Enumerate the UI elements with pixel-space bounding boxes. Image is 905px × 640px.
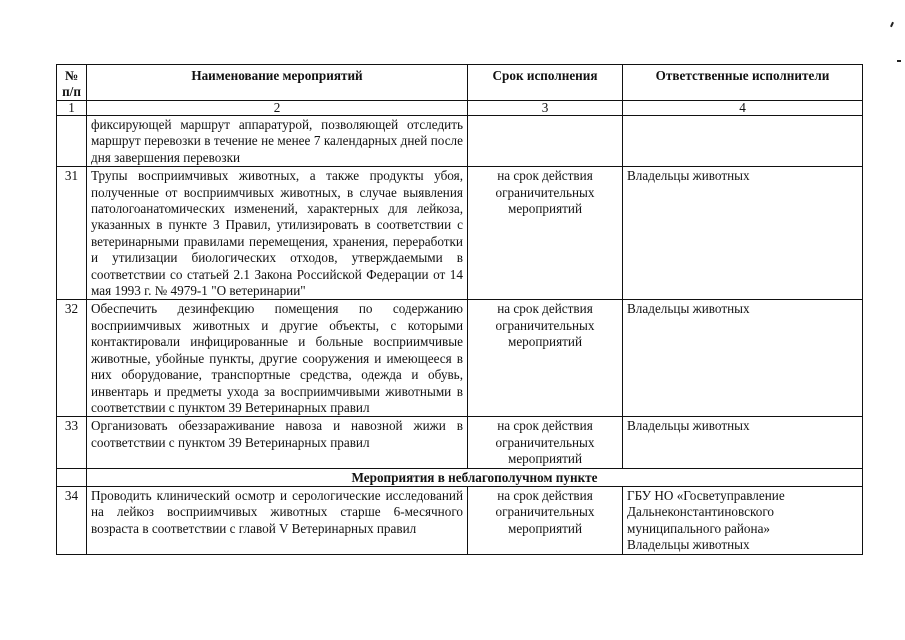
row-responsible <box>623 486 863 554</box>
column-number-4: 4 <box>623 101 863 116</box>
responsible-owner: Владельцы животных <box>627 537 750 553</box>
row-name: Организовать обеззараживание навоза и навозной жижи в соответствии с пунктом 39 Ветеринарных правил <box>87 417 468 468</box>
scan-speck <box>890 22 894 27</box>
column-number-3: 3 <box>468 101 623 116</box>
header-term: Срок исполнения <box>468 65 623 101</box>
table-row <box>57 417 863 468</box>
header-name: Наименование мероприятий <box>87 65 468 101</box>
row-responsible: Владельцы животных <box>623 167 863 300</box>
row-responsible <box>623 116 863 167</box>
table-row <box>57 167 863 300</box>
scan-speck <box>897 60 901 62</box>
row-num: 32 <box>57 300 87 417</box>
section-row <box>57 468 863 486</box>
header-responsible: Ответственные исполнители <box>623 65 863 101</box>
table-header-row <box>57 65 863 101</box>
row-term: на срок действия ограничительных мероприятий <box>468 417 623 468</box>
header-num: № п/п <box>57 65 87 101</box>
row-term: на срок действия ограничительных мероприятий <box>468 300 623 417</box>
row-term <box>468 116 623 167</box>
row-num: 33 <box>57 417 87 468</box>
row-name: Проводить клинический осмотр и серологические исследований на лейкоз восприимчивых животных старше 6-месячного возраста в соответствии с главой V Ветеринарных правил <box>87 486 468 554</box>
measures-table <box>56 64 863 555</box>
row-num: 31 <box>57 167 87 300</box>
row-term: на срок действия ограничительных мероприятий <box>468 486 623 554</box>
column-number-row <box>57 101 863 116</box>
row-name: Обеспечить дезинфекцию помещения по содержанию восприимчивых животных и другие объекты, с которыми контактировали инфицированные и больные восприимчивые животные, убойные пункты, другие сооружения и имеющееся в них оборудование, транспортные средства, одежда и обувь, инвентарь и предметы ухода за восприимчивыми животными в соответствии с пунктом 39 Ветеринарных правил <box>87 300 468 417</box>
column-number-2: 2 <box>87 101 468 116</box>
row-num <box>57 116 87 167</box>
row-name: фиксирующей маршрут аппаратурой, позволяющей отследить маршрут перевозки в течение не менее 7 календарных дней после дня завершения перевозки <box>87 116 468 167</box>
section-num-cell <box>57 468 87 486</box>
table-row <box>57 486 863 554</box>
row-term: на срок действия ограничительных мероприятий <box>468 167 623 300</box>
table-row-continuation <box>57 116 863 167</box>
table-row <box>57 300 863 417</box>
section-title: Мероприятия в неблагополучном пункте <box>87 468 863 486</box>
column-number-1: 1 <box>57 101 87 116</box>
row-num: 34 <box>57 486 87 554</box>
responsible-org: ГБУ НО «Госветуправление Дальнеконстантиновского муниципального района» <box>627 487 785 536</box>
row-responsible: Владельцы животных <box>623 300 863 417</box>
row-responsible: Владельцы животных <box>623 417 863 468</box>
row-name: Трупы восприимчивых животных, а также продукты убоя, полученные от восприимчивых животных, в случае выявления патологоанатомических изменений, характерных для лейкоза, указанных в пункте 3 Правил, утилизировать в соответствии с ветеринарными правилами перемещения, хранения, переработки и утилизации биологических отходов, утверждаемыми в соответствии со статьей 2.1 Закона Российской Федерации от 14 мая 1993 г. № 4979-1 "О ветеринарии" <box>87 167 468 300</box>
